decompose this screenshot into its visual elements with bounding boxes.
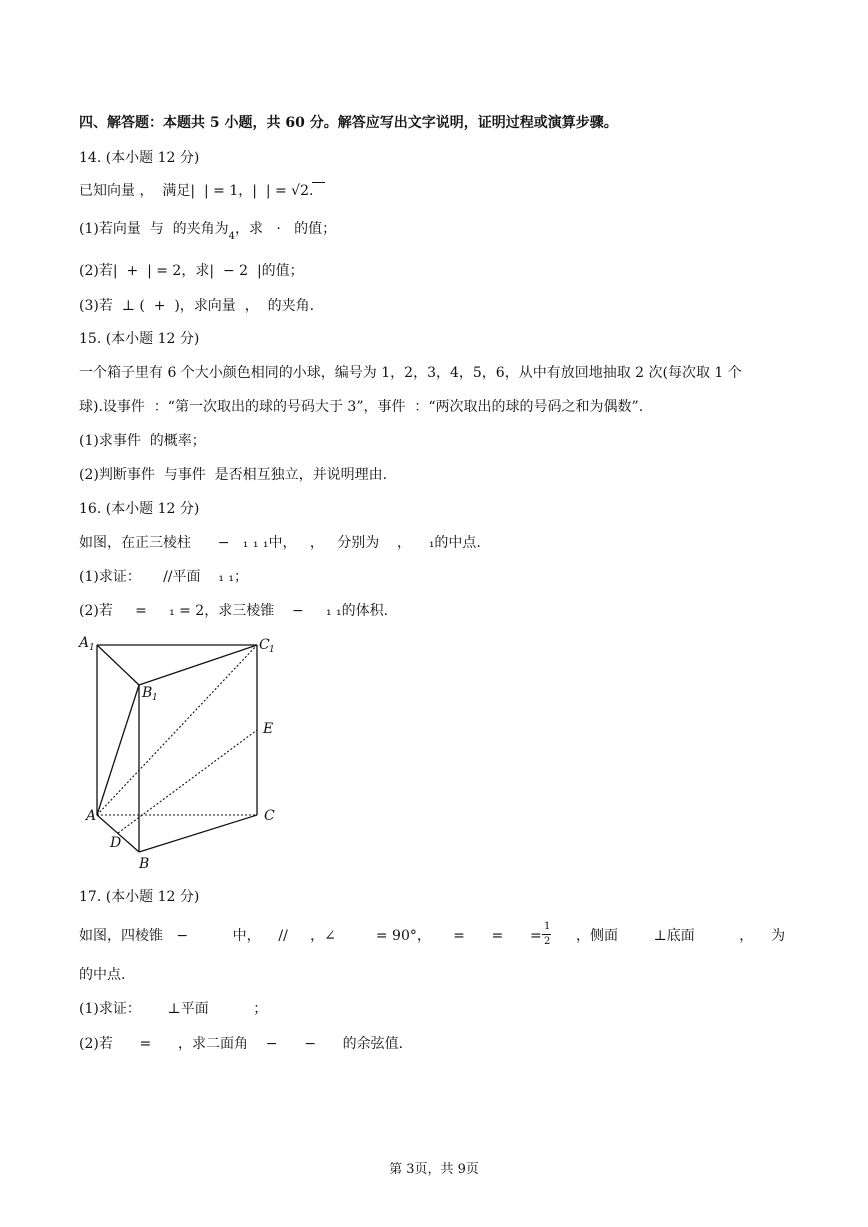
q17-title: 17. (本小题 12 分)	[79, 889, 200, 905]
segment-ab1	[97, 685, 139, 815]
q14-part1-text-b: ，求 · 的值；	[235, 221, 337, 237]
q17-stem-a: 如图，四棱锥 − 中， // ，∠ = 90°， = = =	[79, 928, 542, 944]
q16-part2: (2)若 = ₁ = 2，求三棱锥 − ₁ ₁的体积.	[79, 603, 389, 619]
label-d: D	[110, 835, 122, 851]
q15-part1: (1)求事件 的概率；	[79, 433, 206, 449]
label-c1: C	[259, 637, 270, 653]
q14-part2: (2)若| + | = 2，求| − 2 |的值；	[79, 263, 304, 279]
edge-bc	[139, 815, 257, 852]
q15-stem-line1: 一个箱子里有 6 个大小颜色相同的小球，编号为 1，2，3，4，5，6，从中有放回地抽取 2 次(每次取 1 个	[79, 365, 742, 381]
q14-part1	[79, 219, 336, 241]
edge-a1b1	[97, 645, 139, 685]
page-footer: 第 3页，共 9页	[389, 1162, 479, 1177]
q14-part1-text-a: (1)若向量 与 的夹角为	[79, 221, 229, 237]
q14-part3: (3)若 ⊥ ( + )，求向量 ， 的夹角.	[79, 298, 315, 314]
label-a: A	[86, 808, 97, 824]
label-e: E	[263, 721, 274, 737]
q17-part2: (2)若 = ，求二面角 − − 的余弦值.	[79, 1036, 404, 1052]
label-b1-subscript: 1	[152, 693, 158, 703]
q15-part2: (2)判断事件 与事件 是否相互独立，并说明理由.	[79, 467, 388, 483]
prism-figure	[78, 630, 288, 874]
q14-title: 14. (本小题 12 分)	[79, 150, 200, 166]
q14-part1-subscript: 4	[228, 231, 236, 242]
label-a1: A	[79, 635, 90, 651]
fraction-bar	[542, 934, 551, 935]
label-b1: B	[142, 685, 153, 701]
q14-stem: 已知向量 ， 满足| | = 1，| | = √2.	[79, 183, 314, 199]
q15-stem-line2: 球).设事件 ：“第一次取出的球的号码大于 3”，事件 ：“两次取出的球的号码之和为偶数”.	[79, 399, 644, 415]
label-a1-subscript: 1	[89, 643, 95, 653]
prism-diagram	[78, 630, 288, 870]
fraction-denominator: 2	[544, 936, 551, 947]
q17-stem-b: ，侧面 ⊥底面 ， 为	[576, 928, 786, 944]
q17-part1: (1)求证： ⊥平面 ；	[79, 1001, 268, 1017]
q16-stem: 如图，在正三棱柱 − ₁ ₁ ₁中， ， 分别为 ， ₁的中点.	[79, 535, 481, 551]
q17-stem-line2: 的中点.	[79, 967, 126, 983]
edge-b1c1	[139, 645, 257, 685]
label-b: B	[139, 856, 150, 870]
section-heading: 四、解答题：本题共 5 小题，共 60 分。解答应写出文字说明，证明过程或演算步骤。	[79, 115, 618, 131]
sqrt-overbar	[312, 182, 325, 183]
q15-title: 15. (本小题 12 分)	[79, 331, 200, 347]
q16-title: 16. (本小题 12 分)	[79, 501, 200, 517]
label-c1-subscript: 1	[269, 645, 275, 655]
q16-part1: (1)求证： //平面 ₁ ₁；	[79, 569, 248, 585]
fraction-numerator: 1	[544, 921, 551, 932]
label-c: C	[264, 808, 275, 824]
